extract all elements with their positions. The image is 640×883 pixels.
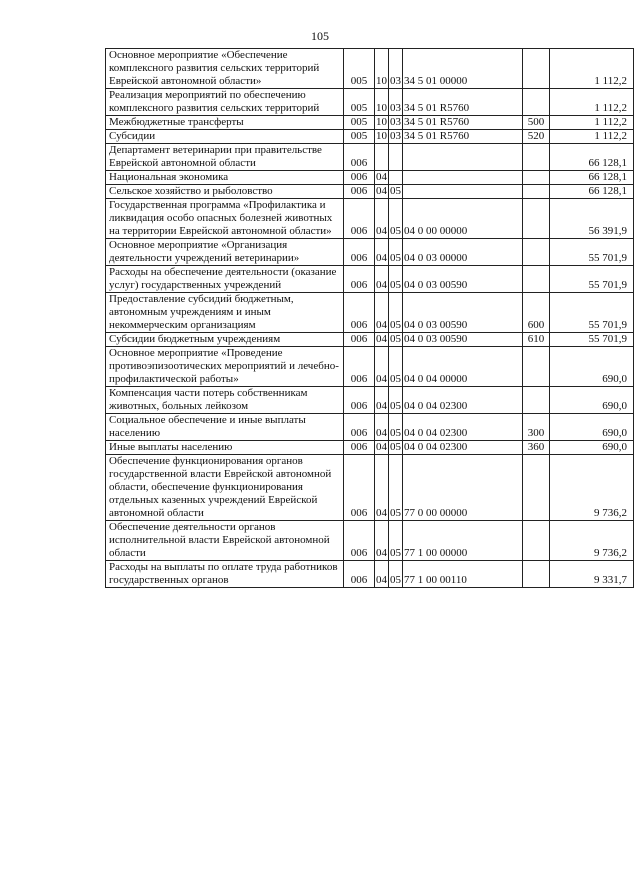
row-rz-cell: 04	[375, 455, 389, 521]
row-csr-cell: 04 0 04 02300	[403, 387, 523, 414]
row-sum-cell: 690,0	[550, 414, 634, 441]
row-sum-cell: 55 701,9	[550, 239, 634, 266]
row-rz-cell: 10	[376, 130, 387, 142]
row-csr-cell	[403, 144, 523, 171]
row-pr-cell: 03	[389, 89, 403, 116]
row-name-cell: Межбюджетные трансферты	[106, 116, 344, 130]
row-grbs-cell: 006	[344, 266, 375, 293]
row-grbs-cell: 005	[344, 130, 375, 144]
row-vr-cell	[523, 171, 550, 185]
row-name-cell: Иные выплаты населению	[106, 441, 344, 455]
table-row	[106, 199, 634, 239]
table-body	[106, 49, 634, 588]
row-vr-cell: 600	[523, 293, 550, 333]
row-name-cell: Основное мероприятие «Организация деятельности учреждений ветеринарии»	[106, 239, 344, 266]
row-vr-cell	[523, 455, 550, 521]
row-sum-cell: 55 701,9	[550, 266, 634, 293]
row-name-cell: Обеспечение деятельности органов исполнительной власти Еврейской автономной области	[106, 521, 344, 561]
row-csr-cell: 04 0 03 00590	[403, 266, 523, 293]
row-pr-cell: 05	[389, 455, 403, 521]
row-sum-cell: 690,0	[550, 347, 634, 387]
row-rz-cell: 04	[375, 521, 389, 561]
row-sum-cell: 1 112,2	[550, 49, 634, 89]
row-rz-cell: 04	[375, 293, 389, 333]
row-csr-cell: 04 0 04 02300	[403, 414, 523, 441]
row-name-cell: Государственная программа «Профилактика и ликвидация особо опасных болезней животных на территории Еврейской автономной области»	[106, 199, 344, 239]
row-sum-cell: 9 736,2	[550, 455, 634, 521]
row-name-cell: Реализация мероприятий по обеспечению комплексного развития сельских территорий	[106, 89, 344, 116]
row-csr-cell: 77 1 00 00000	[403, 521, 523, 561]
row-csr-cell: 04 0 00 00000	[403, 199, 523, 239]
row-name-cell: Субсидии	[106, 130, 344, 144]
row-csr-cell: 34 5 01 R5760	[403, 130, 523, 144]
row-pr-cell: 03	[390, 116, 401, 128]
row-rz-cell: 04	[376, 185, 387, 197]
row-name-cell: Расходы на выплаты по оплате труда работников государственных органов	[106, 561, 344, 588]
row-name-cell: Основное мероприятие «Обеспечение комплексного развития сельских территорий Еврейской автономной области»	[106, 49, 344, 89]
row-pr-cell: 03	[389, 49, 403, 89]
table-row	[106, 293, 634, 333]
row-csr-cell: 77 1 00 00110	[403, 561, 523, 588]
table-row	[106, 49, 634, 89]
row-grbs-cell: 006	[344, 199, 375, 239]
row-grbs-cell: 006	[344, 521, 375, 561]
row-vr-cell: 520	[523, 130, 550, 144]
row-rz-cell: 04	[376, 333, 387, 345]
row-rz-cell: 04	[375, 347, 389, 387]
row-pr-cell: 03	[390, 130, 401, 142]
row-pr-cell: 05	[389, 561, 403, 588]
row-rz-cell: 10	[375, 49, 389, 89]
row-pr-cell: 05	[390, 333, 401, 345]
row-grbs-cell: 006	[344, 239, 375, 266]
table-row	[106, 521, 634, 561]
row-sum-cell: 1 112,2	[550, 116, 634, 130]
row-sum-cell: 690,0	[550, 387, 634, 414]
row-pr-cell: 05	[389, 199, 403, 239]
row-csr-cell: 04 0 04 02300	[403, 441, 523, 455]
row-grbs-cell: 006	[344, 441, 375, 455]
row-pr-cell: 05	[389, 239, 403, 266]
table-row	[106, 414, 634, 441]
row-vr-cell	[523, 144, 550, 171]
table-row	[106, 441, 634, 455]
row-pr-cell: 05	[389, 293, 403, 333]
row-rz-cell: 04	[375, 387, 389, 414]
row-csr-cell	[403, 171, 523, 185]
row-rz-cell: 10	[375, 89, 389, 116]
row-csr-cell: 04 0 04 00000	[403, 347, 523, 387]
row-sum-cell: 66 128,1	[550, 171, 634, 185]
row-sum-cell: 66 128,1	[550, 185, 634, 199]
row-vr-cell	[523, 561, 550, 588]
row-vr-cell	[523, 387, 550, 414]
row-grbs-cell: 006	[344, 144, 375, 171]
row-csr-cell: 04 0 03 00590	[403, 333, 523, 347]
row-vr-cell: 500	[523, 116, 550, 130]
row-csr-cell: 04 0 03 00000	[403, 239, 523, 266]
row-name-cell: Департамент ветеринарии при правительстве Еврейской автономной области	[106, 144, 344, 171]
row-grbs-cell: 006	[344, 455, 375, 521]
budget-table	[105, 48, 634, 588]
page-number: 105	[311, 29, 329, 43]
row-rz-cell: 04	[375, 414, 389, 441]
row-grbs-cell: 005	[344, 89, 375, 116]
row-pr-cell: 05	[390, 185, 401, 197]
row-vr-cell: 360	[523, 441, 550, 455]
row-pr-cell: 05	[389, 347, 403, 387]
row-pr-cell: 05	[389, 387, 403, 414]
table-row	[106, 266, 634, 293]
row-vr-cell	[523, 49, 550, 89]
table-row	[106, 144, 634, 171]
table-row	[106, 185, 634, 199]
row-pr-cell: 05	[389, 414, 403, 441]
row-csr-cell	[403, 185, 523, 199]
row-name-cell: Предоставление субсидий бюджетным, автономным учреждениям и иным некоммерческим организациям	[106, 293, 344, 333]
row-csr-cell: 34 5 01 R5760	[403, 116, 523, 130]
row-name-cell: Национальная экономика	[106, 171, 344, 185]
row-vr-cell: 610	[523, 333, 550, 347]
row-grbs-cell: 005	[344, 116, 375, 130]
row-rz-cell: 04	[376, 441, 387, 453]
table-row	[106, 89, 634, 116]
row-csr-cell: 04 0 03 00590	[403, 293, 523, 333]
row-grbs-cell: 006	[344, 347, 375, 387]
row-sum-cell: 9 331,7	[550, 561, 634, 588]
row-vr-cell	[523, 199, 550, 239]
row-grbs-cell: 006	[344, 185, 375, 199]
row-grbs-cell: 006	[344, 561, 375, 588]
row-grbs-cell: 005	[344, 49, 375, 89]
row-sum-cell: 55 701,9	[550, 333, 634, 347]
row-name-cell: Основное мероприятие «Проведение противоэпизоотических мероприятий и лечебно-профилактической работы»	[106, 347, 344, 387]
row-sum-cell: 9 736,2	[550, 521, 634, 561]
table-row	[106, 116, 634, 130]
row-sum-cell: 1 112,2	[550, 130, 634, 144]
row-rz-cell	[375, 144, 389, 171]
row-sum-cell: 690,0	[550, 441, 634, 455]
row-pr-cell: 05	[389, 266, 403, 293]
row-csr-cell: 77 0 00 00000	[403, 455, 523, 521]
row-vr-cell: 300	[523, 414, 550, 441]
row-pr-cell	[389, 144, 403, 171]
table-row	[106, 171, 634, 185]
row-vr-cell	[523, 347, 550, 387]
row-vr-cell	[523, 185, 550, 199]
row-name-cell: Сельское хозяйство и рыболовство	[106, 185, 344, 199]
row-name-cell: Социальное обеспечение и иные выплаты населению	[106, 414, 344, 441]
row-grbs-cell: 006	[344, 333, 375, 347]
row-sum-cell: 55 701,9	[550, 293, 634, 333]
row-csr-cell: 34 5 01 00000	[403, 49, 523, 89]
row-csr-cell: 34 5 01 R5760	[403, 89, 523, 116]
row-rz-cell: 04	[375, 266, 389, 293]
row-pr-cell: 05	[390, 441, 401, 453]
row-rz-cell: 04	[375, 199, 389, 239]
row-vr-cell	[523, 89, 550, 116]
row-pr-cell	[389, 171, 403, 185]
row-vr-cell	[523, 266, 550, 293]
table-row	[106, 387, 634, 414]
row-rz-cell: 04	[376, 171, 387, 183]
table-row	[106, 130, 634, 144]
row-rz-cell: 04	[375, 561, 389, 588]
table-row	[106, 333, 634, 347]
table-row	[106, 561, 634, 588]
row-rz-cell: 10	[376, 116, 387, 128]
row-name-cell: Расходы на обеспечение деятельности (оказание услуг) государственных учреждений	[106, 266, 344, 293]
row-vr-cell	[523, 239, 550, 266]
row-grbs-cell: 006	[344, 293, 375, 333]
row-grbs-cell: 006	[344, 171, 375, 185]
row-name-cell: Субсидии бюджетным учреждениям	[106, 333, 344, 347]
row-sum-cell: 66 128,1	[550, 144, 634, 171]
row-sum-cell: 56 391,9	[550, 199, 634, 239]
row-name-cell: Обеспечение функционирования органов государственной власти Еврейской автономной области, обеспечение функционирования отдельных казенных учреждений Еврейской автономной области	[106, 455, 344, 521]
table-row	[106, 455, 634, 521]
row-name-cell: Компенсация части потерь собственникам животных, больных лейкозом	[106, 387, 344, 414]
table-row	[106, 347, 634, 387]
row-vr-cell	[523, 521, 550, 561]
row-rz-cell: 04	[375, 239, 389, 266]
row-sum-cell: 1 112,2	[550, 89, 634, 116]
row-grbs-cell: 006	[344, 387, 375, 414]
table-row	[106, 239, 634, 266]
row-pr-cell: 05	[389, 521, 403, 561]
row-grbs-cell: 006	[344, 414, 375, 441]
